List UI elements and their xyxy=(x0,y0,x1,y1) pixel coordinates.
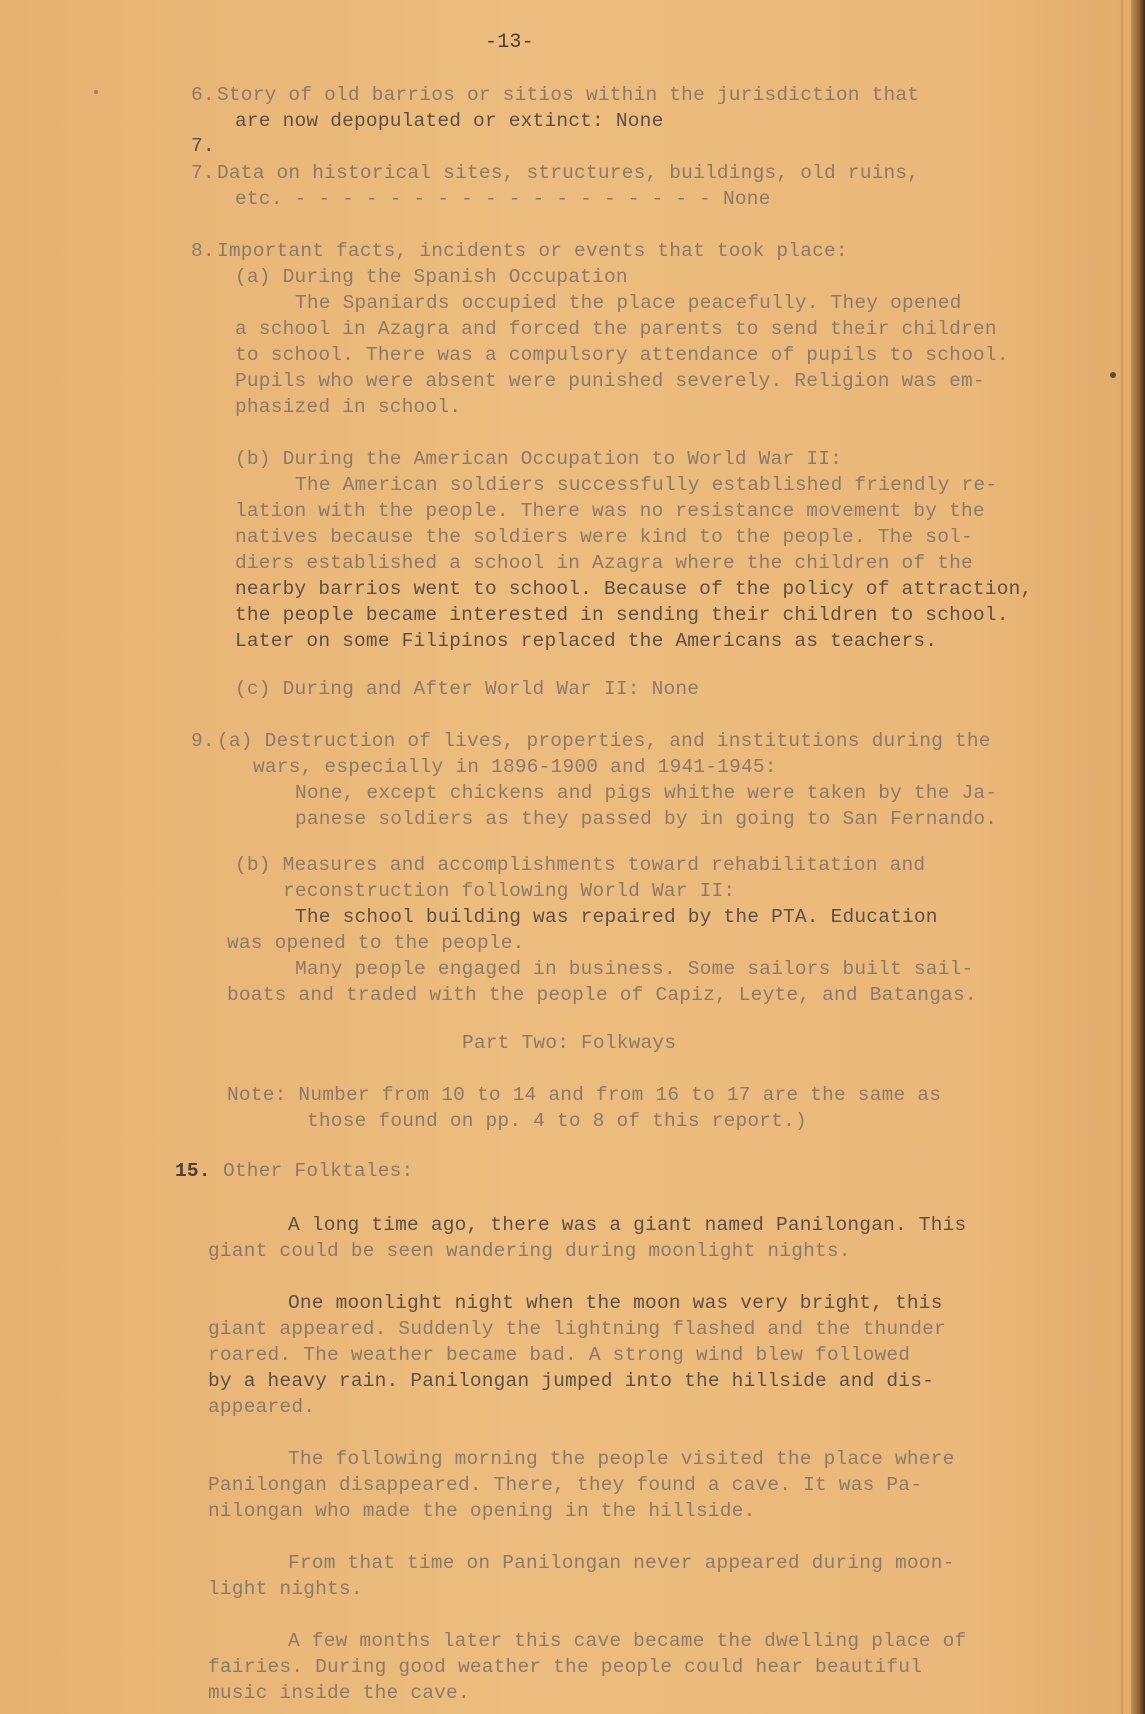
item9a-line: None, except chickens and pigs whithe were taken by the Ja- xyxy=(295,782,998,804)
item8b-line: lation with the people. There was no resistance movement by the xyxy=(235,500,985,522)
note-line: Note: Number from 10 to 14 and from 16 to 17 are the same as xyxy=(227,1084,942,1106)
item8b-line: Later on some Filipinos replaced the Americans as teachers. xyxy=(235,630,938,652)
item8a-heading: (a) During the Spanish Occupation xyxy=(235,266,628,288)
item9a-line: panese soldiers as they passed by in going to San Fernando. xyxy=(295,808,998,830)
folktale-line: giant appeared. Suddenly the lightning flashed and the thunder xyxy=(208,1318,946,1340)
item9-number: 9. xyxy=(191,730,215,752)
item7-stray-number: 7. xyxy=(191,135,215,157)
item8a-line: The Spaniards occupied the place peacefully. They opened xyxy=(295,292,962,314)
item8a-line: to school. There was a compulsory attendance of pupils to school. xyxy=(235,344,1009,366)
item9b-line: was opened to the people. xyxy=(227,932,525,954)
item8b-line: nearby barrios went to school. Because of the policy of attraction, xyxy=(235,578,1033,600)
item8b-line: The American soldiers successfully established friendly re- xyxy=(295,474,998,496)
item9b-line: boats and traded with the people of Capiz, Leyte, and Batangas. xyxy=(227,984,977,1006)
paper-mark xyxy=(94,90,98,94)
item8-number: 8. xyxy=(191,240,215,262)
folktale-line: A long time ago, there was a giant named Panilongan. This xyxy=(288,1214,967,1236)
item7-line1: Data on historical sites, structures, buildings, old ruins, xyxy=(217,162,920,184)
folktale-line: nilongan who made the opening in the hillside. xyxy=(208,1500,756,1522)
folktale-line: music inside the cave. xyxy=(208,1682,470,1704)
paper-mark xyxy=(1110,372,1116,378)
item8a-line: a school in Azagra and forced the parents to send their children xyxy=(235,318,997,340)
item8-heading: Important facts, incidents or events that took place: xyxy=(217,240,848,262)
item9b-line: reconstruction following World War II: xyxy=(283,880,736,902)
folktale-line: appeared. xyxy=(208,1396,316,1418)
folktale-line: giant could be seen wandering during moonlight nights. xyxy=(208,1240,851,1262)
item9b-line: (b) Measures and accomplishments toward rehabilitation and xyxy=(235,854,926,876)
folktale-line: Panilongan disappeared. There, they found a cave. It was Pa- xyxy=(208,1474,923,1496)
note-line: those found on pp. 4 to 8 of this report.) xyxy=(307,1110,807,1132)
item8b-line: natives because the soldiers were kind to the people. The sol- xyxy=(235,526,973,548)
item8c-heading: (c) During and After World War II: None xyxy=(235,678,700,700)
item9a-line: (a) Destruction of lives, properties, and institutions during the xyxy=(217,730,991,752)
item8a-line: phasized in school. xyxy=(235,396,462,418)
item6-line1: Story of old barrios or sitios within the jurisdiction that xyxy=(217,84,920,106)
item9b-line: Many people engaged in business. Some sailors built sail- xyxy=(295,958,974,980)
item9a-line: wars, especially in 1896-1900 and 1941-1945: xyxy=(253,756,777,778)
item9b-line: The school building was repaired by the PTA. Education xyxy=(295,906,938,928)
page-edge-line xyxy=(1121,0,1123,1714)
item8b-heading: (b) During the American Occupation to World War II: xyxy=(235,448,842,470)
folktale-line: light nights. xyxy=(208,1578,363,1600)
item6-number: 6. xyxy=(191,84,215,106)
item8a-line: Pupils who were absent were punished severely. Religion was em- xyxy=(235,370,985,392)
item8b-line: diers established a school in Azagra where the children of the xyxy=(235,552,973,574)
folktale-line: From that time on Panilongan never appeared during moon- xyxy=(288,1552,955,1574)
folktale-line: One moonlight night when the moon was very bright, this xyxy=(288,1292,943,1314)
folktale-line: by a heavy rain. Panilongan jumped into the hillside and dis- xyxy=(208,1370,935,1392)
item6-line2: are now depopulated or extinct: None xyxy=(235,110,664,132)
page-edge-shadow xyxy=(1131,0,1145,1714)
folktale-line: The following morning the people visited the place where xyxy=(288,1448,955,1470)
page-number: -13- xyxy=(485,31,534,54)
folktale-line: fairies. During good weather the people could hear beautiful xyxy=(208,1656,923,1678)
item15-heading: Other Folktales: xyxy=(223,1160,414,1182)
folktale-line: A few months later this cave became the dwelling place of xyxy=(288,1630,967,1652)
item15-number: 15. xyxy=(175,1160,211,1182)
item7-number: 7. xyxy=(191,162,215,184)
folktale-line: roared. The weather became bad. A strong wind blew followed xyxy=(208,1344,911,1366)
part-two-heading: Part Two: Folkways xyxy=(462,1032,677,1054)
item7-line2: etc. - - - - - - - - - - - - - - - - - - None xyxy=(235,188,771,210)
item8b-line: the people became interested in sending their children to school. xyxy=(235,604,1009,626)
